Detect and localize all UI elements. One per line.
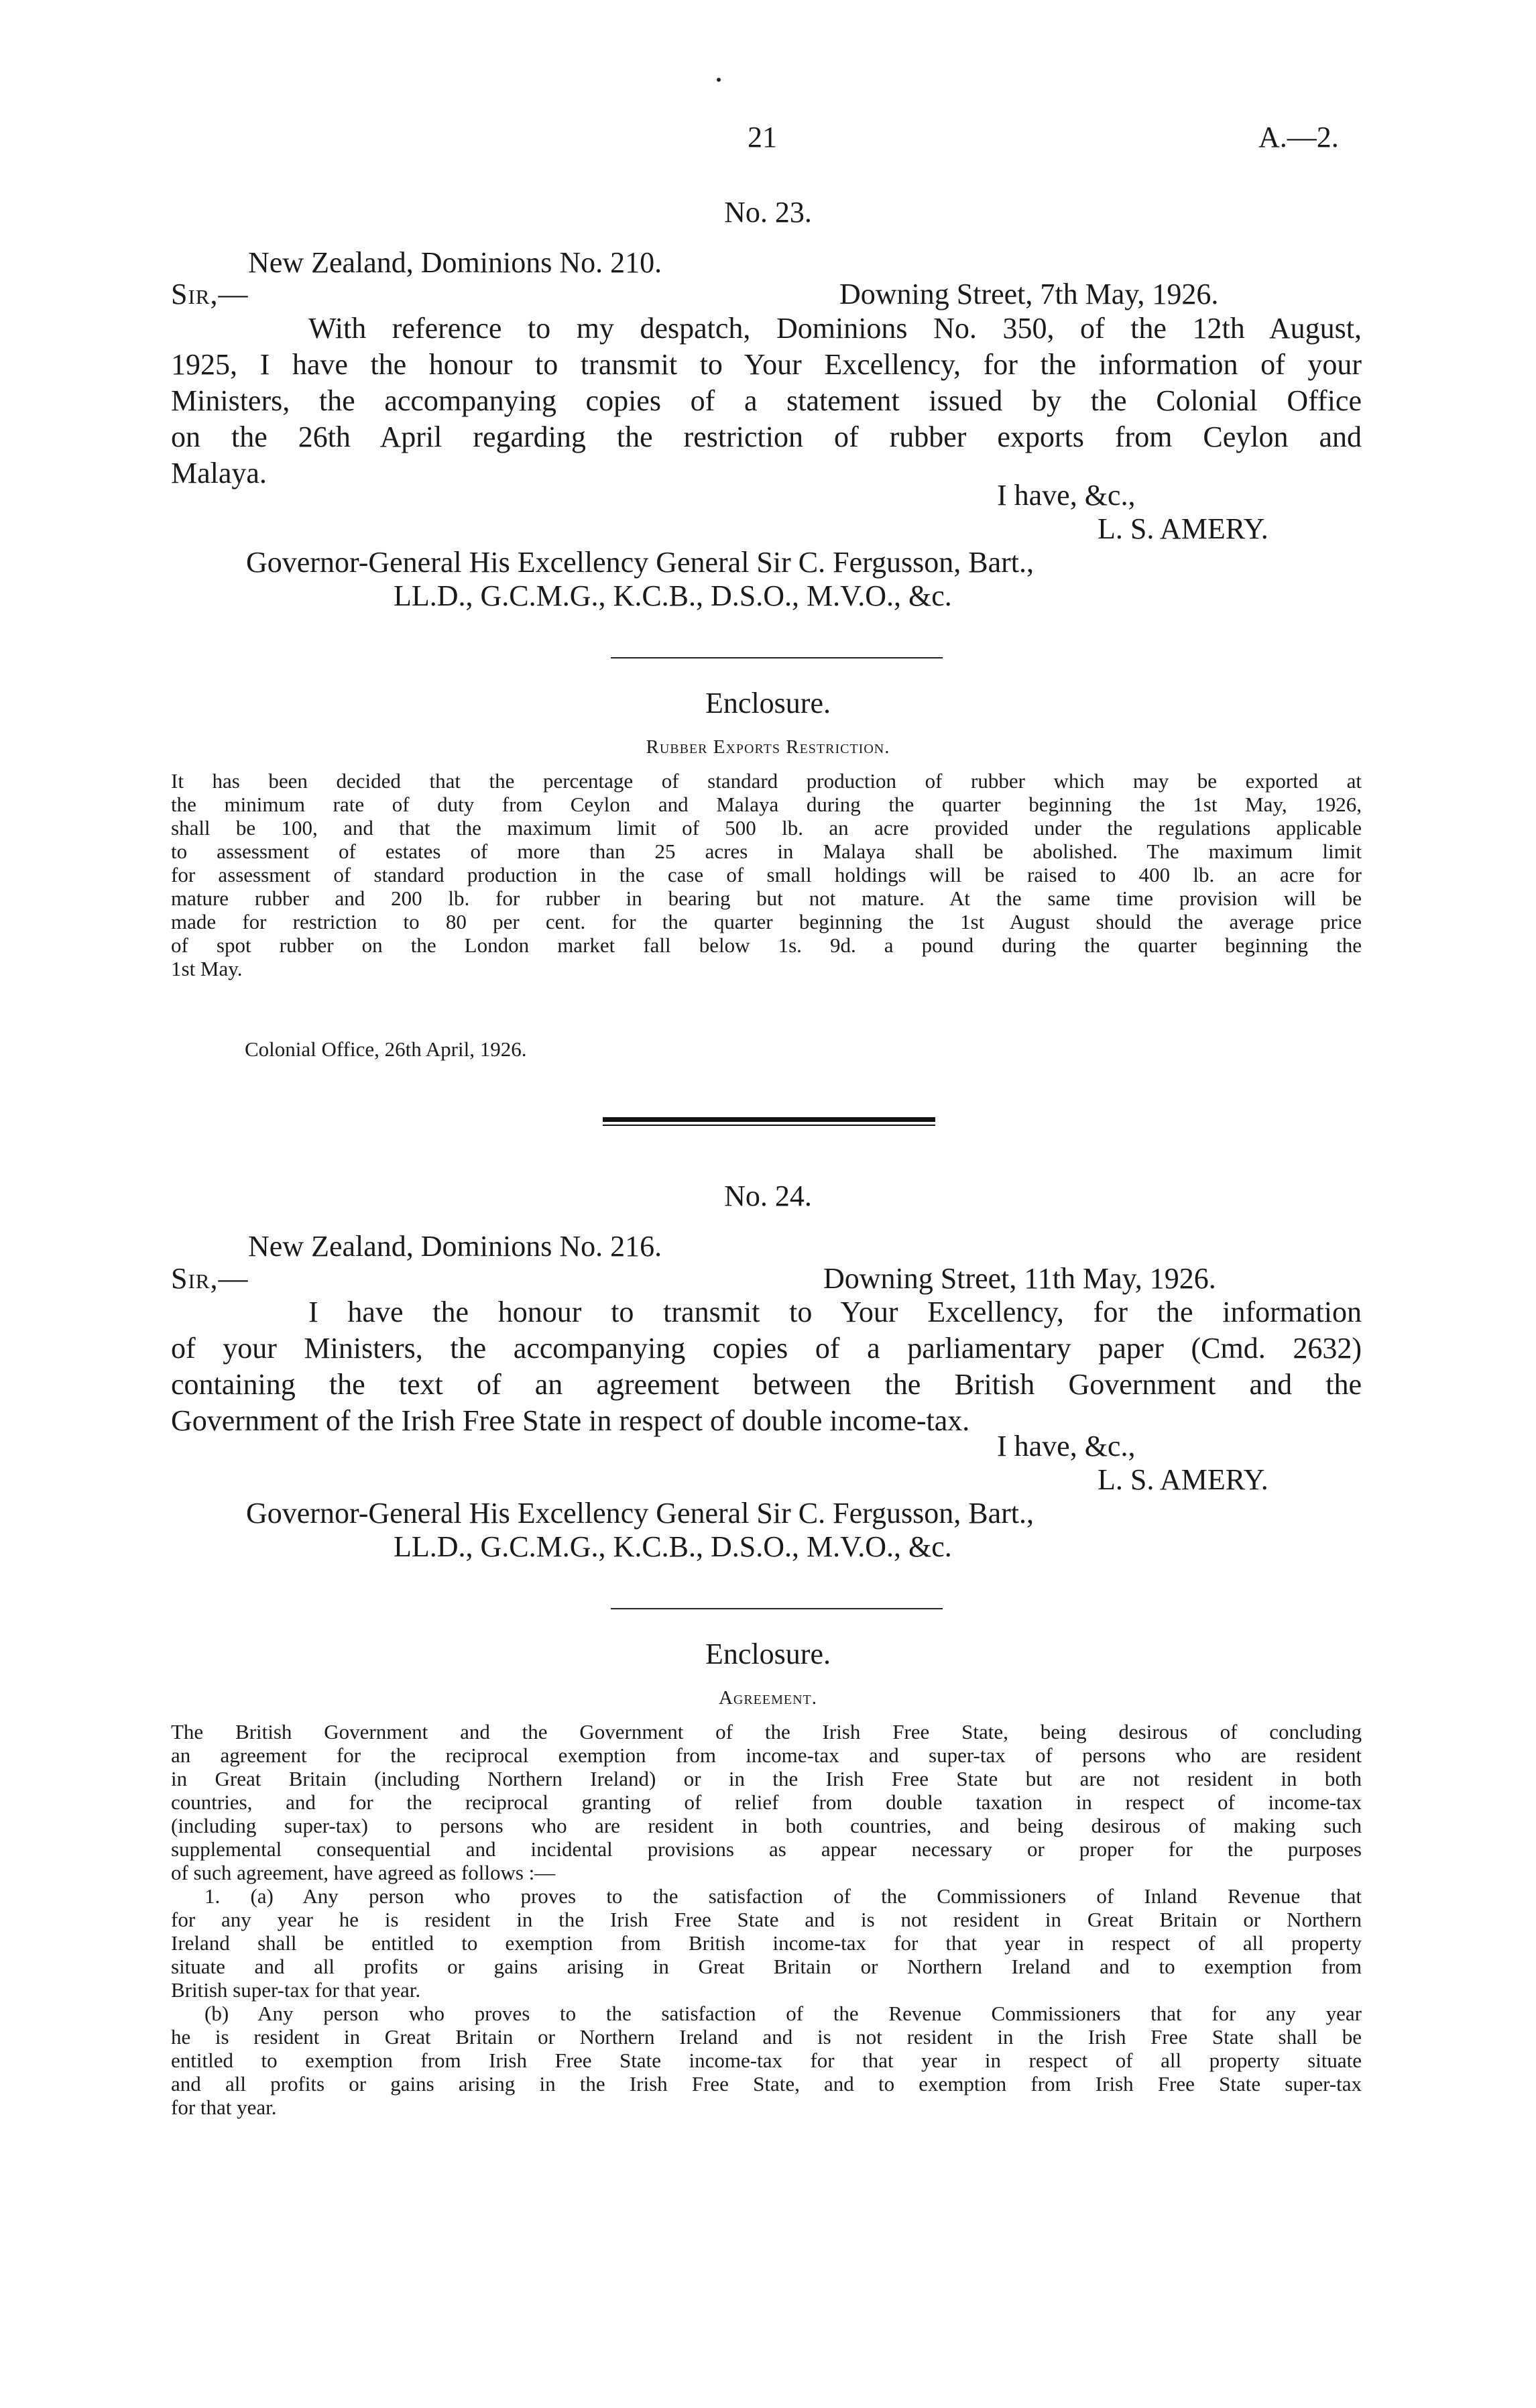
letter-number: No. 24. xyxy=(724,1180,812,1212)
addressee-line: LL.D., G.C.M.G., K.C.B., D.S.O., M.V.O., &c. xyxy=(394,1530,952,1563)
text-line: entitled to exemption from Irish Free State income-tax for that year in respect of all property situate xyxy=(171,2049,1362,2072)
signature: L. S. AMERY. xyxy=(1098,512,1268,545)
text-line: 1. (a) Any person who proves to the satisfaction of the Commissioners of Inland Revenue that xyxy=(204,1884,1362,1908)
signature: L. S. AMERY. xyxy=(1098,1463,1268,1496)
body-line: of your Ministers, the accompanying copies of a parliamentary paper (Cmd. 2632) xyxy=(171,1332,1362,1365)
text-line: made for restriction to 80 per cent. for the quarter beginning the 1st August should the average price xyxy=(171,910,1362,933)
text-line: countries, and for the reciprocal granting of relief from double taxation in respect of income-tax xyxy=(171,1790,1362,1814)
text-line: 1st May. xyxy=(171,957,243,980)
page-number: 21 xyxy=(748,121,777,154)
enclosure-subheading: Rubber Exports Restriction. xyxy=(646,736,890,758)
text-line: to assessment of estates of more than 25 acres in Malaya shall be abolished. The maximum limit xyxy=(171,840,1362,863)
letter-number: No. 23. xyxy=(724,196,812,229)
addressee-line: Governor-General His Excellency General Sir C. Fergusson, Bart., xyxy=(246,1497,1034,1530)
text-line: shall be 100, and that the maximum limit of 500 lb. an acre provided under the regulations applicable xyxy=(171,816,1362,840)
body-line: Ministers, the accompanying copies of a statement issued by the Colonial Office xyxy=(171,384,1362,417)
text-line: (b) Any person who proves to the satisfaction of the Revenue Commissioners that for any year xyxy=(204,2002,1362,2025)
text-line: mature rubber and 200 lb. for rubber in bearing but not mature. At the same time provision will be xyxy=(171,886,1362,910)
enclosure-heading: Enclosure. xyxy=(705,687,831,720)
body-line: containing the text of an agreement between the British Government and the xyxy=(171,1368,1362,1401)
salutation: Sir,— xyxy=(171,1262,249,1295)
closing: I have, &c., xyxy=(997,479,1136,512)
text-line: he is resident in Great Britain or Northern Ireland and is not resident in the Irish Free State shall be xyxy=(171,2025,1362,2049)
printer-dot xyxy=(717,78,721,82)
agreement-intro xyxy=(171,1720,1362,1884)
text-line: supplemental consequential and incidental provisions as appear necessary or proper for the purposes xyxy=(171,1837,1362,1861)
closing: I have, &c., xyxy=(997,1430,1136,1463)
text-line: the minimum rate of duty from Ceylon and Malaya during the quarter beginning the 1st May, 1926, xyxy=(171,793,1362,816)
body-line: Government of the Irish Free State in respect of double income-tax. xyxy=(171,1404,970,1437)
enclosure-signoff: Colonial Office, 26th April, 1926. xyxy=(245,1037,527,1061)
enclosure-subheading: Agreement. xyxy=(718,1687,818,1709)
text-line: Ireland shall be entitled to exemption from British income-tax for that year in respect of all property xyxy=(171,1931,1362,1955)
clause-1a xyxy=(171,1884,1362,2002)
text-line: of such agreement, have agreed as follows :— xyxy=(171,1861,556,1884)
text-line: (including super-tax) to persons who are resident in both countries, and being desirous of making such xyxy=(171,1814,1362,1837)
text-line: The British Government and the Government of the Irish Free State, being desirous of concluding xyxy=(171,1720,1362,1743)
body-line: Malaya. xyxy=(171,457,267,490)
body-line: on the 26th April regarding the restriction of rubber exports from Ceylon and xyxy=(171,420,1362,453)
section-break-rule xyxy=(603,1117,935,1122)
text-line: It has been decided that the percentage of standard production of rubber which may be exported at xyxy=(171,769,1362,793)
place-date: Downing Street, 7th May, 1926. xyxy=(839,278,1219,310)
text-line: and all profits or gains arising in the Irish Free State, and to exemption from Irish Free State super-tax xyxy=(171,2072,1362,2096)
enclosure-text xyxy=(171,769,1362,980)
text-line: situate and all profits or gains arising in Great Britain or Northern Ireland and to exemption from xyxy=(171,1955,1362,1978)
section-break-rule xyxy=(603,1125,935,1126)
enclosure-heading: Enclosure. xyxy=(705,1638,831,1670)
text-line: for any year he is resident in the Irish Free State and is not resident in Great Britain or Northern xyxy=(171,1908,1362,1931)
divider xyxy=(611,1608,943,1609)
addressee-line: Governor-General His Excellency General Sir C. Fergusson, Bart., xyxy=(246,546,1034,579)
divider xyxy=(611,657,943,658)
text-line: of spot rubber on the London market fall below 1s. 9d. a pound during the quarter beginning the xyxy=(171,933,1362,957)
body-line: 1925, I have the honour to transmit to Your Excellency, for the information of your xyxy=(171,348,1362,381)
salutation: Sir,— xyxy=(171,278,249,310)
clause-1b xyxy=(171,2002,1362,2119)
text-line: British super-tax for that year. xyxy=(171,1978,421,2002)
text-line: for assessment of standard production in the case of small holdings will be raised to 400 lb. an acre for xyxy=(171,863,1362,886)
dominions-reference: New Zealand, Dominions No. 210. xyxy=(248,246,662,279)
text-line: in Great Britain (including Northern Ireland) or in the Irish Free State but are not resident in both xyxy=(171,1767,1362,1790)
place-date: Downing Street, 11th May, 1926. xyxy=(823,1262,1216,1295)
letter-body xyxy=(171,310,1362,492)
document-reference: A.—2. xyxy=(1258,121,1339,154)
text-line: for that year. xyxy=(171,2096,277,2119)
body-line: With reference to my despatch, Dominions No. 350, of the 12th August, xyxy=(308,312,1362,345)
text-line: an agreement for the reciprocal exemption from income-tax and super-tax of persons who are resident xyxy=(171,1743,1362,1767)
dominions-reference: New Zealand, Dominions No. 216. xyxy=(248,1230,662,1263)
letter-body xyxy=(171,1294,1362,1439)
body-line: I have the honour to transmit to Your Excellency, for the information xyxy=(308,1296,1362,1328)
addressee-line: LL.D., G.C.M.G., K.C.B., D.S.O., M.V.O., &c. xyxy=(394,579,952,612)
